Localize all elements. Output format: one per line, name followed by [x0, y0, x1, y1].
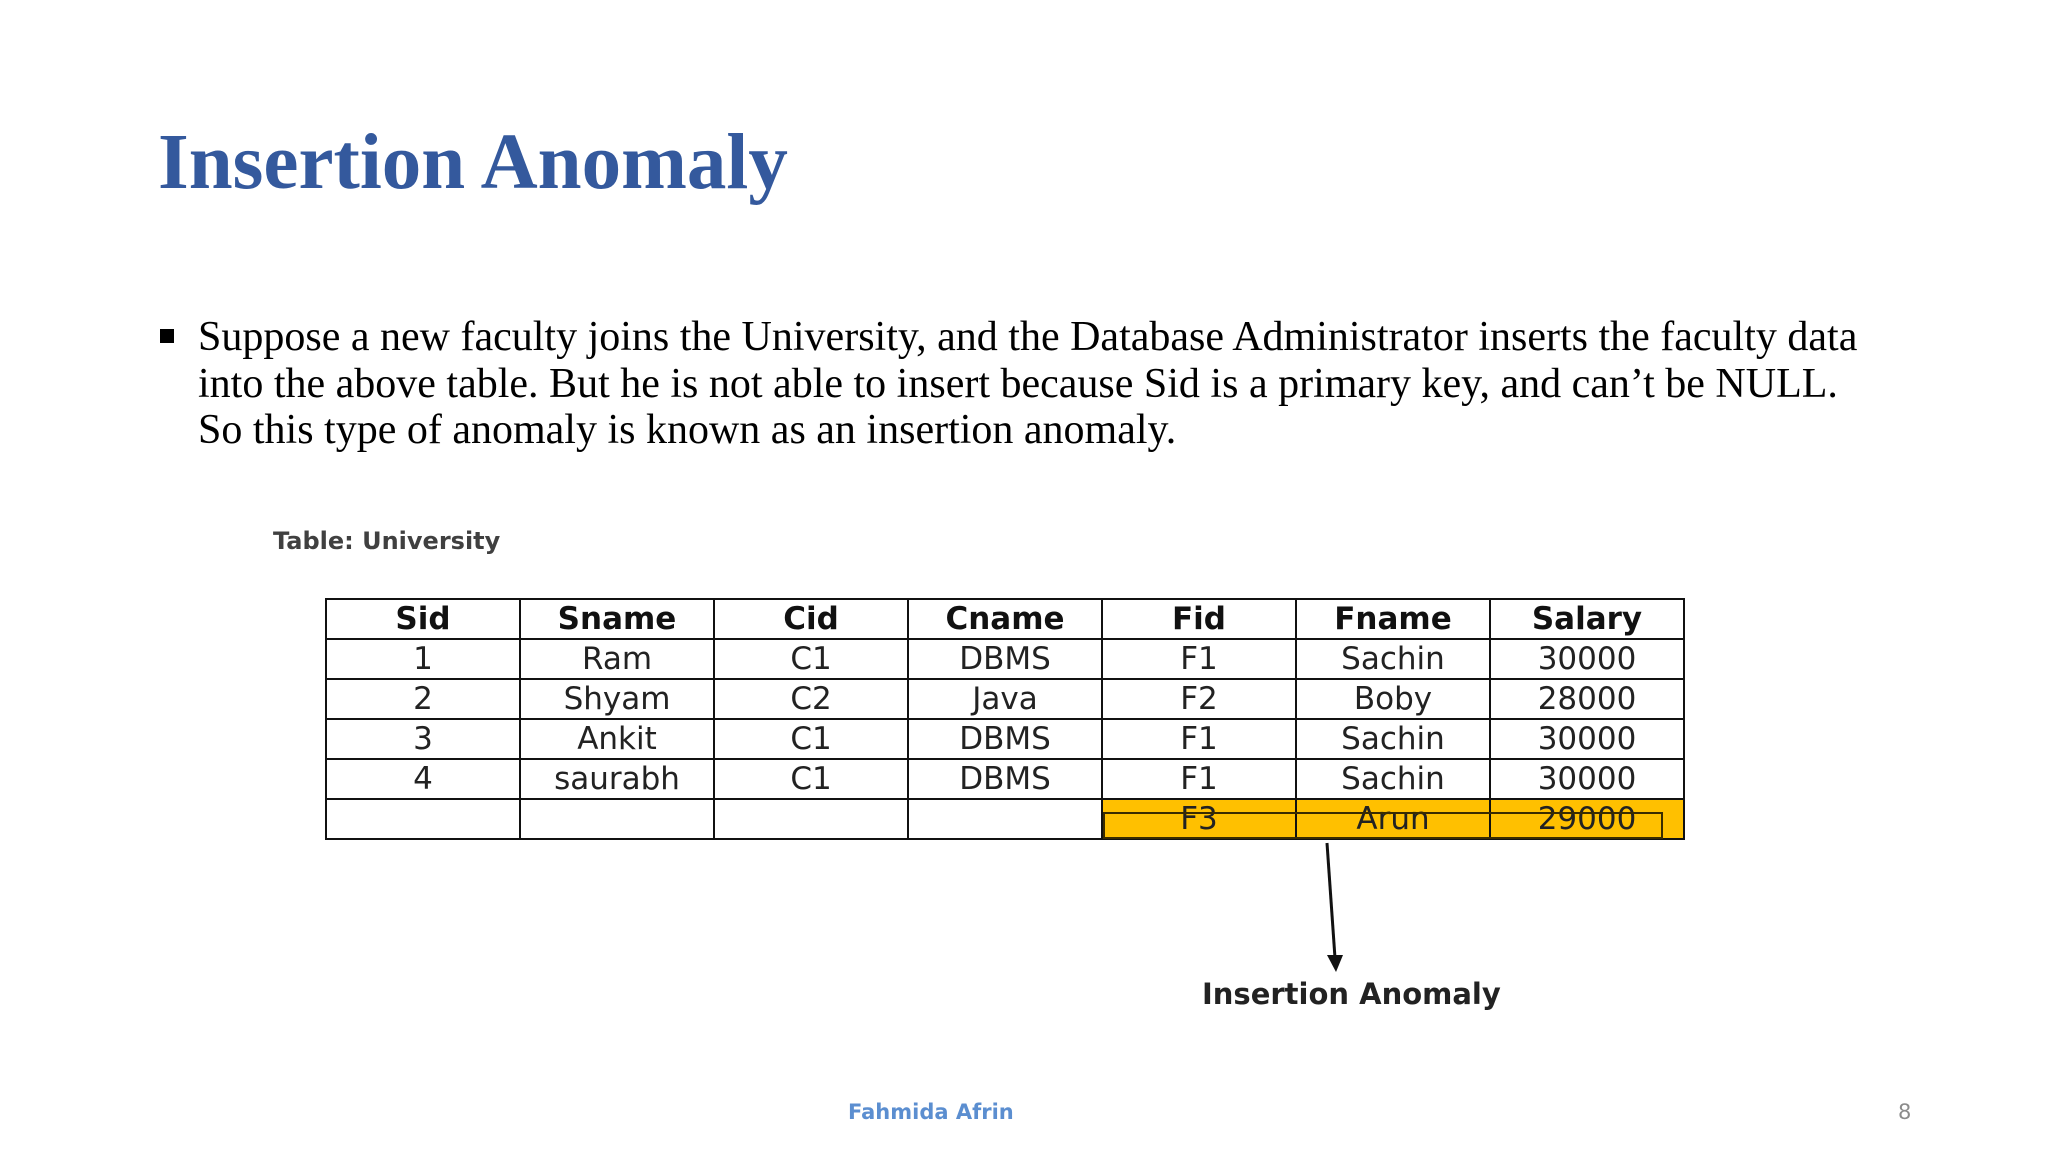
table-row [326, 719, 1684, 759]
header-sid: Sid [326, 599, 520, 639]
arrow-label: Insertion Anomaly [1202, 977, 1501, 1011]
table-row [326, 679, 1684, 719]
table-row [326, 639, 1684, 679]
empty-cell-cid [714, 799, 908, 839]
highlighted-cell: Arun [1296, 799, 1490, 839]
table-cell: 28000 [1490, 679, 1684, 719]
table-cell: 30000 [1490, 639, 1684, 679]
table-cell: F2 [1102, 679, 1296, 719]
highlighted-cell: F3 [1102, 799, 1296, 839]
table-cell: C2 [714, 679, 908, 719]
slide-title: Insertion Anomaly [158, 119, 788, 206]
table-cell: 30000 [1490, 719, 1684, 759]
table-cell: DBMS [908, 719, 1102, 759]
table-cell: Sachin [1296, 719, 1490, 759]
table-cell: saurabh [520, 759, 714, 799]
university-table [325, 598, 1685, 840]
table-cell: Sachin [1296, 639, 1490, 679]
bullet-text: Suppose a new faculty joins the University, and the Database Administrator inserts the faculty data into the above table. But he is not able to insert because Sid is a primary key, and can’t be NULL. So this type of anomaly is known as an insertion anomaly. [198, 314, 1858, 453]
header-cname: Cname [908, 599, 1102, 639]
page-number: 8 [1898, 1100, 1912, 1124]
footer-author: Fahmida Afrin [848, 1100, 1014, 1124]
table-header-row [326, 599, 1684, 639]
table-cell: DBMS [908, 759, 1102, 799]
highlighted-cell: 29000 [1490, 799, 1684, 839]
empty-cell-sname [520, 799, 714, 839]
table-row [326, 759, 1684, 799]
table-cell: DBMS [908, 639, 1102, 679]
table-cell: Ankit [520, 719, 714, 759]
header-fname: Fname [1296, 599, 1490, 639]
header-cid: Cid [714, 599, 908, 639]
table-cell: 3 [326, 719, 520, 759]
table-cell: Java [908, 679, 1102, 719]
square-bullet-icon [160, 329, 174, 343]
table-cell: Shyam [520, 679, 714, 719]
table-cell: 4 [326, 759, 520, 799]
header-fid: Fid [1102, 599, 1296, 639]
table-cell: Sachin [1296, 759, 1490, 799]
table-cell: Ram [520, 639, 714, 679]
table-row-new-faculty [326, 799, 1684, 839]
table-cell: Boby [1296, 679, 1490, 719]
table-cell: F1 [1102, 719, 1296, 759]
table-cell: 1 [326, 639, 520, 679]
table-cell: 2 [326, 679, 520, 719]
empty-cell-sid [326, 799, 520, 839]
table-cell: F1 [1102, 639, 1296, 679]
empty-cell-cname [908, 799, 1102, 839]
header-salary: Salary [1490, 599, 1684, 639]
table-cell: F1 [1102, 759, 1296, 799]
header-sname: Sname [520, 599, 714, 639]
table-cell: C1 [714, 639, 908, 679]
table-cell: C1 [714, 759, 908, 799]
table-caption: Table: University [273, 527, 501, 555]
table-cell: C1 [714, 719, 908, 759]
table-cell: 30000 [1490, 759, 1684, 799]
